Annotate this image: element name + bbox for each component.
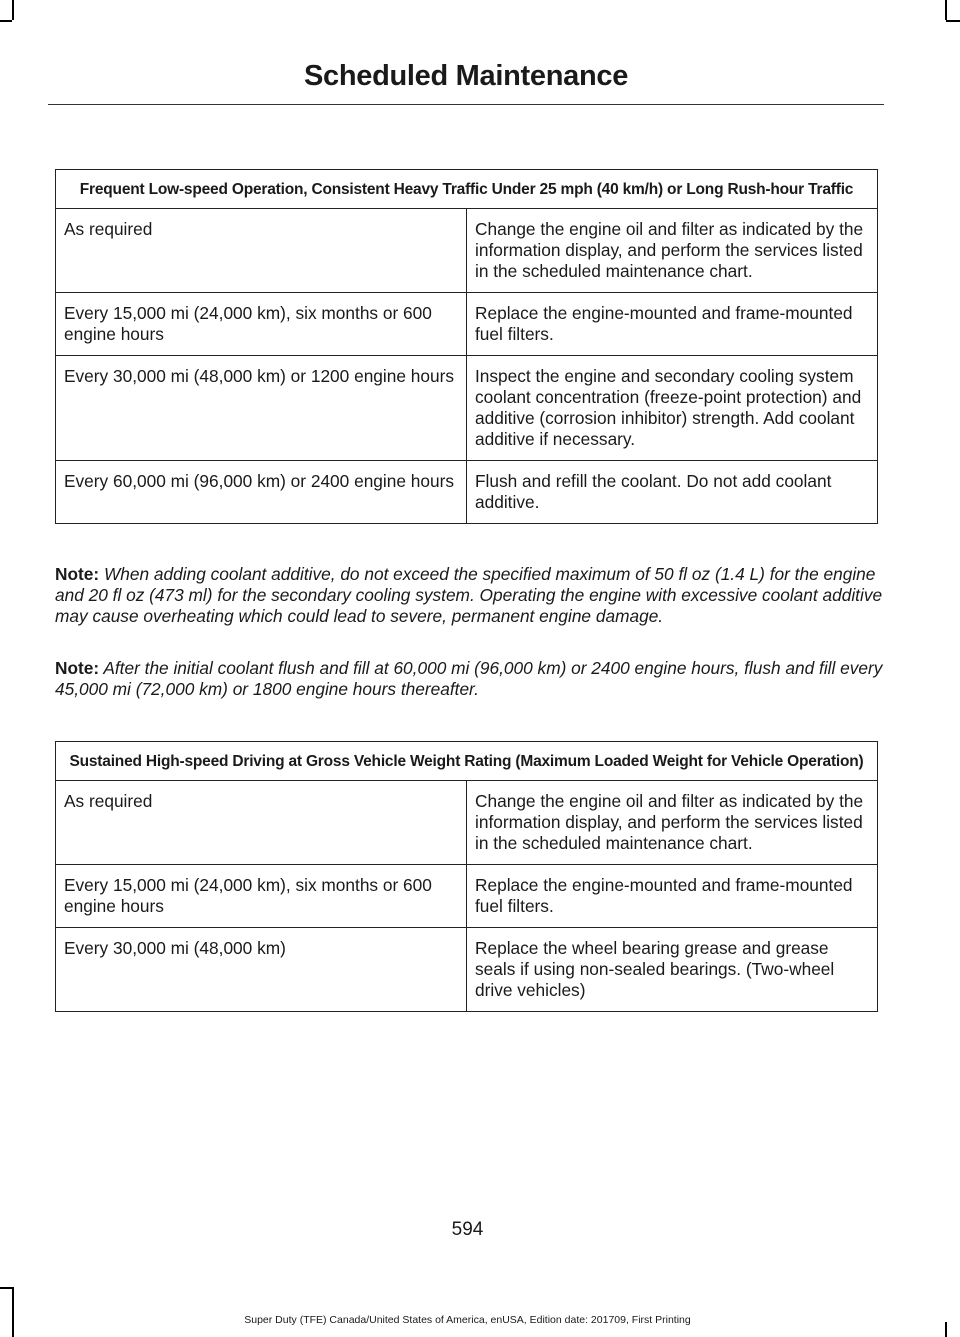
crop-mark — [0, 1287, 12, 1289]
crop-mark — [0, 20, 12, 22]
table-row — [56, 928, 878, 1012]
action-cell: Flush and refill the coolant. Do not add coolant additive. — [467, 461, 878, 524]
table-row — [56, 781, 878, 865]
interval-cell: Every 30,000 mi (48,000 km) — [56, 928, 467, 1012]
table-row — [56, 461, 878, 524]
interval-cell: Every 15,000 mi (24,000 km), six months or 600 engine hours — [56, 293, 467, 356]
crop-mark — [945, 0, 947, 20]
page-header — [48, 60, 884, 93]
table-heading: Sustained High-speed Driving at Gross Vehicle Weight Rating (Maximum Loaded Weight for Vehicle Operation) — [56, 742, 878, 781]
maintenance-table-low-speed — [55, 169, 878, 524]
note-coolant-additive — [55, 564, 885, 627]
table-row — [56, 356, 878, 461]
footer-edition: Super Duty (TFE) Canada/United States of America, enUSA, Edition date: 201709, First Printing — [244, 1314, 691, 1326]
note-label: Note: — [55, 564, 100, 584]
interval-cell: As required — [56, 781, 467, 865]
interval-cell: As required — [56, 209, 467, 293]
table-row — [56, 865, 878, 928]
page-title: Scheduled Maintenance — [303, 60, 629, 92]
note-text: When adding coolant additive, do not exceed the specified maximum of 50 fl oz (1.4 L) for the engine and 20 fl oz (473 ml) for the secondary cooling system. Operating the engine with excessive coolant additive may cause overheating which could lead to severe, permanent engine damage. — [55, 564, 883, 626]
crop-mark — [12, 1287, 14, 1337]
header-rule — [48, 104, 884, 105]
crop-mark — [12, 0, 14, 20]
action-cell: Change the engine oil and filter as indicated by the information display, and perform the services listed in the scheduled maintenance chart. — [467, 209, 878, 293]
action-cell: Inspect the engine and secondary cooling system coolant concentration (freeze-point protection) and additive (corrosion inhibitor) strength. Add coolant additive if necessary. — [467, 356, 878, 461]
crop-mark — [946, 20, 960, 22]
crop-mark — [945, 1322, 947, 1337]
page-number: 594 — [451, 1219, 484, 1240]
note-text: After the initial coolant flush and fill at 60,000 mi (96,000 km) or 2400 engine hours, flush and fill every 45,000 mi (72,000 km) or 1800 engine hours thereafter. — [55, 658, 883, 699]
interval-cell: Every 30,000 mi (48,000 km) or 1200 engine hours — [56, 356, 467, 461]
note-coolant-flush — [55, 658, 885, 700]
table-row — [56, 293, 878, 356]
action-cell: Replace the engine-mounted and frame-mounted fuel filters. — [467, 293, 878, 356]
maintenance-table-high-speed — [55, 741, 878, 1012]
action-cell: Replace the engine-mounted and frame-mounted fuel filters. — [467, 865, 878, 928]
interval-cell: Every 15,000 mi (24,000 km), six months or 600 engine hours — [56, 865, 467, 928]
interval-cell: Every 60,000 mi (96,000 km) or 2400 engine hours — [56, 461, 467, 524]
table-row — [56, 209, 878, 293]
table-heading: Frequent Low-speed Operation, Consistent Heavy Traffic Under 25 mph (40 km/h) or Long Rush-hour Traffic — [56, 170, 878, 209]
note-label: Note: — [55, 658, 100, 678]
action-cell: Replace the wheel bearing grease and grease seals if using non-sealed bearings. (Two-wheel drive vehicles) — [467, 928, 878, 1012]
action-cell: Change the engine oil and filter as indicated by the information display, and perform the services listed in the scheduled maintenance chart. — [467, 781, 878, 865]
